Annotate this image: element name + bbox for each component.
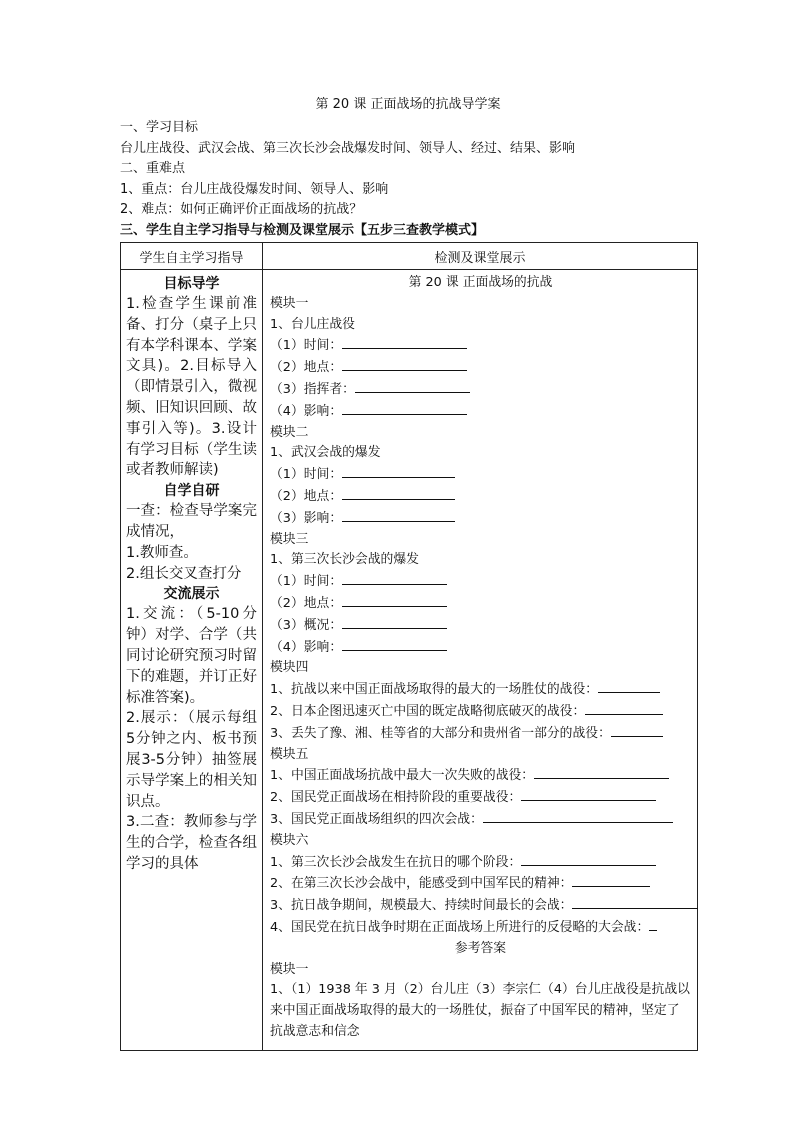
question-item: 2、日本企图迅速灭亡中国的既定战略彻底破灭的战役：: [270, 701, 691, 723]
question-item: 2、在第三次长沙会战中，能感受到中国军民的精神：: [270, 873, 691, 895]
goal-guidance-text: 1.检查学生课前准备、打分（桌子上只有本学科课本、学案文具)。2.目标导入（即情景引入，微视频、旧知识回顾、故事引入等)。3.设计有学习目标（学生读或者教师解读): [126, 296, 257, 479]
question: 1、第三次长沙会战的爆发: [270, 552, 419, 568]
answer-blank: [483, 809, 673, 823]
question: 1、武汉会战的爆发: [270, 445, 381, 461]
answer-blank: [342, 335, 467, 349]
lesson-title: 第 20 课 正面战场的抗战: [408, 275, 553, 290]
answer-blank: [572, 873, 650, 887]
self-study-text: 1.教师查。: [126, 544, 198, 561]
module-heading: 模块一: [270, 961, 309, 977]
answer-text: 1、（1）1938 年 3 月（2）台儿庄（3）李宗仁（4）台儿庄战役是抗战以来中国正面战场取得的最大的一场胜仗，振奋了中国军民的精神，坚定了抗战意志和信念: [270, 982, 690, 1039]
answer-blank: [342, 401, 467, 415]
question-item: （1）时间：: [270, 464, 691, 486]
objectives-heading: 一、学习目标: [120, 120, 199, 135]
answer-blank: [521, 787, 656, 801]
answers-heading: 参考答案: [454, 940, 507, 956]
answer-blank: [611, 723, 663, 737]
module-heading: 模块二: [270, 424, 309, 440]
difficult-point: 2、难点：如何正确评价正面战场的抗战？: [120, 202, 363, 217]
answer-blank: [572, 895, 698, 909]
answer-blank: [342, 464, 455, 478]
question: 1、台儿庄战役: [270, 316, 355, 332]
self-study-text: 一查：检查导学案完成情况，: [126, 503, 257, 540]
question-item: （3）影响：: [270, 508, 691, 530]
page-title: 第 20 课 正面战场的抗战导学案: [315, 97, 501, 112]
answer-blank: [649, 917, 657, 931]
question-item: 3、抗日战争期间，规模最大、持续时间最长的会战：: [270, 895, 691, 917]
intro-section: [120, 118, 700, 241]
section-title-goal-guidance: 目标导学: [163, 276, 220, 292]
exchange-text: 2.展示：（展示每组5分钟之内、板书预展3-5分钟）抽签展示导学案上的相关知识点。: [126, 710, 257, 810]
question-item: 2、国民党正面战场在相持阶段的重要战役：: [270, 787, 691, 809]
self-study-guidance-cell: [121, 270, 263, 1051]
section-title-self-study: 自学自研: [163, 483, 220, 500]
answer-blank: [342, 637, 447, 651]
question-item: 4、国民党在抗日战争时期在正面战场上所进行的反侵略的大会战：: [270, 917, 691, 939]
question-item: 1、抗战以来中国正面战场取得的最大的一场胜仗的战役：: [270, 679, 691, 701]
right-column-header: 检测及课堂展示: [263, 243, 698, 270]
question-item: （2）地点：: [270, 593, 691, 615]
exchange-text: 3.二查：教师参与学生的合学，检查各组学习的具体: [126, 814, 257, 872]
objectives-text: 台儿庄战役、武汉会战、第三次长沙会战爆发时间、领导人、经过、结果、影响: [120, 140, 576, 156]
module-heading: 模块五: [270, 746, 309, 762]
question-item: 3、国民党正面战场组织的四次会战：: [270, 809, 691, 831]
answer-blank: [342, 571, 447, 585]
study-guide-table: [120, 242, 698, 1051]
answer-blank: [342, 486, 455, 500]
key-point: 1、重点：台儿庄战役爆发时间、领导人、影响: [120, 181, 389, 197]
module-heading: 模块三: [270, 531, 309, 547]
answer-blank: [355, 379, 470, 393]
answer-blank: [342, 593, 447, 607]
exchange-text: 1.交流：（5-10分钟）对学、合学（共同讨论研究预习时留下的难题，并订正好标准答案)。: [126, 606, 257, 706]
question-item: 1、中国正面战场抗战中最大一次失败的战役：: [270, 765, 691, 787]
question-item: （4）影响：: [270, 637, 691, 659]
left-column-header: 学生自主学习指导: [121, 243, 263, 270]
section-title-exchange: 交流展示: [163, 586, 220, 603]
test-display-cell: [263, 270, 698, 1051]
question-item: （1）时间：: [270, 335, 691, 357]
question-item: 1、第三次长沙会战发生在抗日的哪个阶段：: [270, 852, 691, 874]
question-item: （4）影响：: [270, 401, 691, 423]
answer-blank: [342, 508, 455, 522]
module-heading: 模块六: [270, 832, 309, 848]
question-item: （2）地点：: [270, 357, 691, 379]
module-heading: 模块一: [270, 295, 309, 311]
question-item: 3、丢失了豫、湘、桂等省的大部分和贵州省一部分的战役：: [270, 723, 691, 745]
guidance-heading: 三、学生自主学习指导与检测及课堂展示【五步三查教学模式】: [120, 222, 485, 238]
answer-blank: [598, 679, 660, 693]
question-item: （3）概况：: [270, 615, 691, 637]
answer-blank: [534, 765, 669, 779]
question-item: （2）地点：: [270, 486, 691, 508]
key-points-heading: 二、重难点: [120, 161, 186, 176]
answer-blank: [521, 852, 656, 866]
answer-blank: [342, 357, 467, 371]
module-heading: 模块四: [270, 660, 309, 676]
answer-blank: [585, 701, 663, 715]
question-item: （1）时间：: [270, 571, 691, 593]
self-study-text: 2.组长交叉查打分: [126, 565, 242, 582]
question-item: （3）指挥者：: [270, 379, 691, 401]
answer-blank: [342, 615, 447, 629]
